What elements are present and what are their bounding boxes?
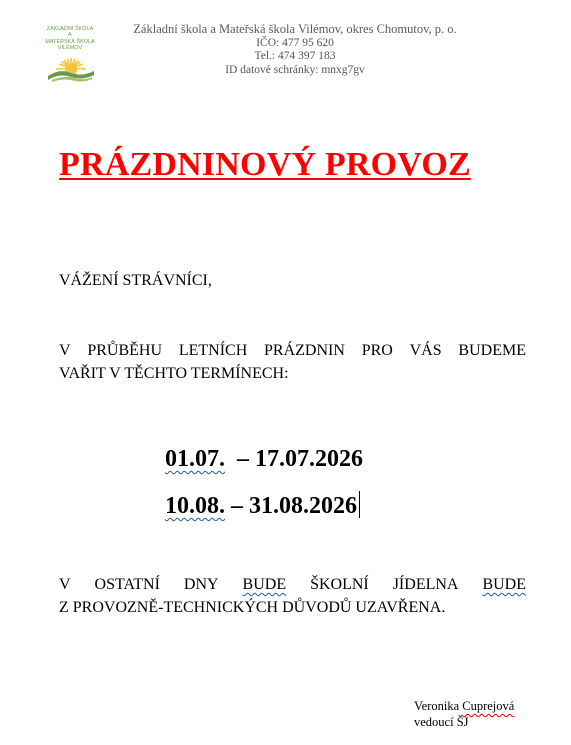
logo-text-line: ZÁKLADNÍ ŠKOLA [46,26,94,32]
sun-logo-icon [46,56,96,84]
signature-last-name: Cuprejová [462,699,515,713]
word: BUDE [482,576,526,593]
word: JÍDELNA [392,576,459,593]
date-end: 17.07.2026 [255,446,363,472]
logo-text-line: A [68,32,72,39]
text-cursor[interactable] [359,491,360,518]
school-ico: IČO: 477 95 620 [256,36,334,49]
signature-first-name: Veronika [414,699,460,713]
word: PRO [361,342,393,359]
school-logo [44,26,96,86]
paragraph-line: Z PROVOZNĚ-TECHNICKÝCH DŮVODŮ UZAVŘENA. [59,599,446,616]
date-range-2 [165,491,360,520]
word: PRÁZDNIN [264,342,345,359]
date-start: 10.08. [165,493,225,519]
signature-block [414,698,514,730]
school-phone: Tel.: 474 397 183 [254,50,336,63]
date-start: 01.07. [165,446,225,472]
date-separator: – [225,446,255,472]
logo-text [44,26,96,52]
date-range-1 [165,446,363,473]
paragraph-line [59,339,526,362]
signature-name [414,698,514,714]
word: ŠKOLNÍ [310,576,369,593]
word: PRŮBĚHU [87,342,163,359]
word: BUDEME [458,342,526,359]
word: VÁS [409,342,442,359]
greeting: VÁŽENÍ STRÁVNÍCI, [59,272,212,289]
paragraph-line: VAŘIT V TĚCHTO TERMÍNECH: [59,365,289,382]
school-header [100,23,490,77]
word: BUDE [242,576,287,593]
word: DNY [183,576,219,593]
page-title: PRÁZDNINOVÝ PROVOZ [59,146,471,183]
date-end: 31.08.2026 [249,493,357,519]
word: V [59,576,71,593]
school-data-box: ID datové schránky: mnxg7gv [225,63,365,76]
word: OSTATNÍ [94,576,160,593]
word: LETNÍCH [178,342,248,359]
logo-text-line: MATEŘSKÁ ŠKOLA [45,38,95,45]
word: V [59,342,71,359]
date-separator: – [225,493,249,519]
paragraph-line [59,573,526,596]
school-name: Základní škola a Mateřská škola Vilémov, okres Chomutov, p. o. [133,22,457,36]
paragraph-closure [59,573,526,619]
logo-text-line: VILÉMOV [57,45,83,52]
signature-role: vedoucí ŠJ [414,715,469,729]
paragraph-cooking-dates [59,339,526,385]
